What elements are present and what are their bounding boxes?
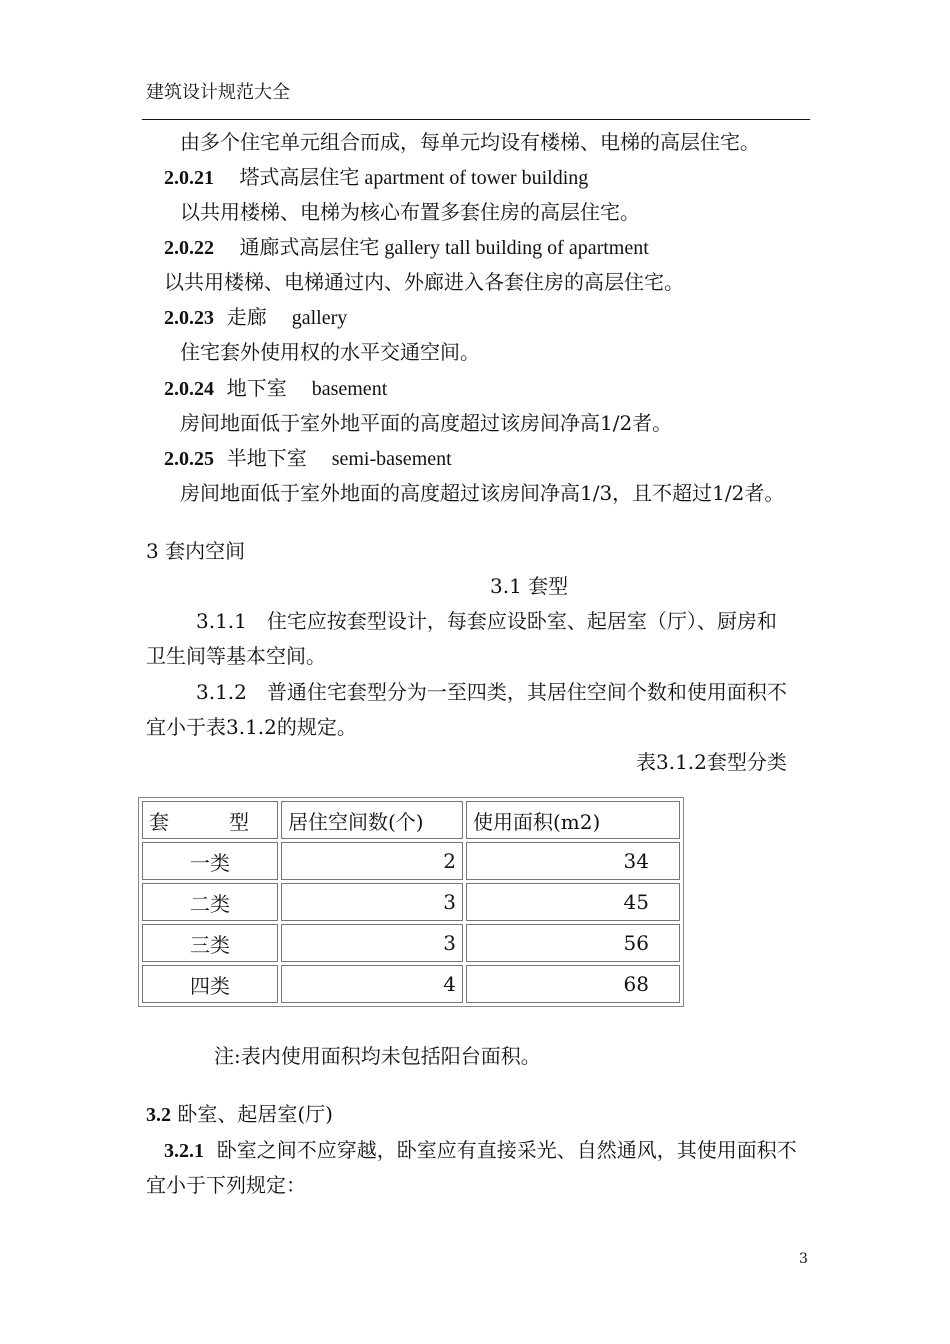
table-header-cell: 使用面积(m2) [466, 801, 680, 839]
table-cell: 45 [466, 883, 680, 921]
page-number: 3 [799, 1251, 808, 1267]
table-row [142, 924, 680, 962]
table-cell: 34 [466, 842, 680, 880]
paragraph-line: 宜小于下列规定： [146, 1173, 306, 1197]
table-cell: 一类 [142, 842, 278, 880]
table-cell: 2 [281, 842, 463, 880]
table-caption: 表3.1.2套型分类 [636, 750, 787, 774]
unit-type-table [138, 797, 684, 1007]
paragraph-line: 卫生间等基本空间。 [146, 644, 326, 668]
table-header-row [142, 801, 680, 839]
clause-number: 2.0.23 [164, 307, 214, 329]
table-cell: 三类 [142, 924, 278, 962]
paragraph-line: 3.1.1 住宅应按套型设计，每套应设卧室、起居室（厅）、厨房和 [196, 609, 777, 633]
table-cell: 56 [466, 924, 680, 962]
paragraph-line: 以共用楼梯、电梯为核心布置多套住房的高层住宅。 [180, 200, 640, 224]
clause-number: 2.0.24 [164, 378, 214, 400]
chapter-heading: 3 套内空间 [146, 539, 246, 563]
clause-number: 2.0.21 [164, 167, 214, 189]
clause-title: 走廊 gallery [226, 307, 348, 329]
table-note: 注:表内使用面积均未包括阳台面积。 [214, 1044, 541, 1068]
clause-2-0-23 [164, 301, 347, 330]
paragraph-line: 宜小于表3.1.2的规定。 [146, 715, 357, 739]
paragraph-line: 房间地面低于室外地面的高度超过该房间净高1/3，且不超过1/2者。 [180, 481, 785, 505]
paragraph-line: 由多个住宅单元组合而成，每单元均设有楼梯、电梯的高层住宅。 [180, 130, 760, 154]
paragraph-line: 以共用楼梯、电梯通过内、外廊进入各套住房的高层住宅。 [164, 270, 684, 294]
table-row [142, 883, 680, 921]
clause-title: 地下室 basement [226, 378, 388, 400]
section-number: 3.2 [146, 1104, 171, 1126]
table-cell: 3 [281, 883, 463, 921]
clause-number: 3.2.1 [164, 1140, 204, 1162]
clause-number: 2.0.22 [164, 237, 214, 259]
clause-title: 塔式高层住宅 apartment of tower building [239, 167, 589, 189]
clause-2-0-22 [164, 231, 649, 260]
clause-2-0-25 [164, 442, 452, 471]
clause-2-0-24 [164, 372, 387, 401]
clause-2-0-21 [164, 161, 588, 190]
table-cell: 4 [281, 965, 463, 1003]
table-row [142, 842, 680, 880]
paragraph-line: 3.1.2 普通住宅套型分为一至四类，其居住空间个数和使用面积不 [196, 680, 787, 704]
clause-title: 通廊式高层住宅 gallery tall building of apartment [239, 237, 649, 259]
table-row [142, 965, 680, 1003]
clause-number: 2.0.25 [164, 448, 214, 470]
table-cell: 四类 [142, 965, 278, 1003]
running-header: 建筑设计规范大全 [146, 82, 290, 103]
table-cell: 二类 [142, 883, 278, 921]
section-3-2-heading [146, 1098, 333, 1127]
paragraph-line: 住宅套外使用权的水平交通空间。 [180, 340, 480, 364]
section-title: 卧室、起居室(厅) [177, 1102, 333, 1126]
header-divider [142, 119, 810, 120]
table-cell: 3 [281, 924, 463, 962]
paragraph-line: 卧室之间不应穿越，卧室应有直接采光、自然通风，其使用面积不 [216, 1138, 797, 1162]
clause-3-2-1 [164, 1134, 797, 1163]
table-cell: 68 [466, 965, 680, 1003]
table-header-cell: 居住空间数(个) [281, 801, 463, 839]
table-header-cell: 套 型 [142, 801, 278, 839]
paragraph-line: 房间地面低于室外地平面的高度超过该房间净高1/2者。 [180, 411, 673, 435]
section-heading: 3.1 套型 [490, 574, 569, 598]
clause-title: 半地下室 semi-basement [226, 448, 452, 470]
